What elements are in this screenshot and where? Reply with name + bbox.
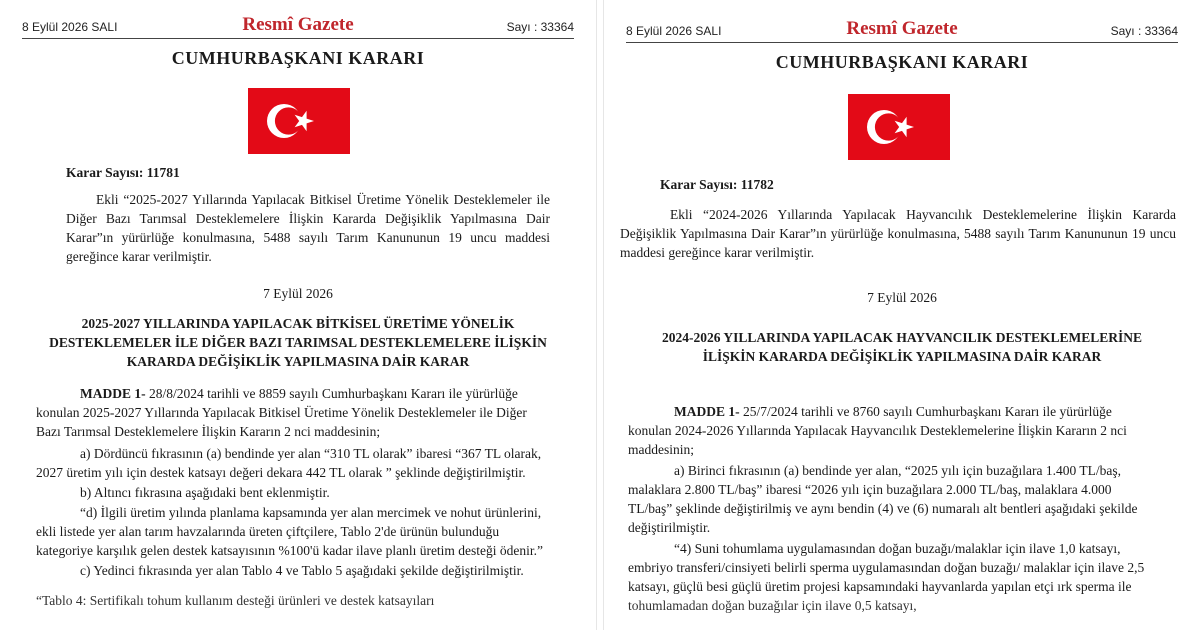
body-line: 2027 üretim yılı için destek katsayı değeri dekara 442 TL olarak ” şeklinde değiştirilmiştir.: [36, 465, 526, 480]
body-line: konulan 2024-2026 Yıllarında Yapılacak Hayvancılık Desteklemelerine İlişkin Kararın 2 nci: [628, 423, 1127, 438]
body-line: c) Yedinci fıkrasında yer alan Tablo 4 ve Tablo 5 aşağıdaki şekilde değiştirilmiştir.: [80, 563, 524, 578]
header-issue-number: Sayı : 33364: [1110, 24, 1178, 38]
decision-number: Karar Sayısı: 11782: [660, 177, 774, 192]
law-title-line: KARARDA DEĞİŞİKLİK YAPILMASINA DAİR KARAR: [126, 354, 470, 369]
body-line: tohumlamadan doğan buzağılar için ilave 0,5 katsayı,: [628, 598, 917, 613]
body-text: 28/8/2024 tarihli ve 8859 sayılı Cumhurbaşkanı Kararı ile yürürlüğe: [145, 386, 518, 401]
body-line: Bazı Tarımsal Desteklemelere İlişkin Kararın 2 nci maddesinin;: [36, 424, 381, 439]
body-line: a) Birinci fıkrasının (a) bendinde yer alan, “2025 yılı için buzağılara 1.400 TL/baş,: [674, 463, 1121, 478]
decree-title: CUMHURBAŞKANI KARARI: [171, 48, 425, 68]
page-divider: [596, 0, 604, 630]
body-line: katsayı, güçlü besi güçlü üretim projesi kapsamındaki hayvanlarda yapılan etçi ırk sperma ile: [628, 579, 1132, 594]
intro-paragraph: Ekli “2024-2026 Yıllarında Yapılacak Hayvancılık Desteklemelerine İlişkin Kararda Değişiklik Yapılmasına Dair Karar”ın yürürlüğe konulmasına, 5488 sayılı Tarım Kanununun 19 uncu maddesi gereğince karar verilmiştir.: [620, 207, 1176, 260]
turkish-flag-icon: [248, 88, 350, 154]
header-date: 8 Eylül 2026 SALI: [22, 20, 118, 34]
header-issue-number: Sayı : 33364: [506, 20, 574, 34]
body-line: konulan 2025-2027 Yıllarında Yapılacak Bitkisel Üretime Yönelik Desteklemeler ile Diğer: [36, 405, 527, 420]
body-line: TL/baş” şeklinde değiştirilmiş ve aynı bendin (4) ve (6) numaralı alt bentleri aşağıdaki şekilde: [628, 501, 1138, 516]
body-line: “Tablo 4: Sertifikalı tohum kullanım desteği ürünleri ve destek katsayıları: [36, 593, 435, 608]
law-title-line: 2024-2026 YILLARINDA YAPILACAK HAYVANCILIK DESTEKLEMELERİNE: [661, 330, 1143, 345]
gazette-page-right: [604, 0, 1200, 630]
gazette-masthead: Resmî Gazete: [846, 18, 958, 39]
decision-date: 7 Eylül 2026: [263, 286, 333, 301]
body-line: embriyo transferi/cinsiyeti belirli sperma uygulamasından doğan buzağı/ malaklar için ilave 2,5: [628, 560, 1145, 575]
law-title: [614, 328, 1190, 366]
gazette-page-left: [0, 0, 596, 630]
body-line: değiştirilmiştir.: [628, 520, 711, 535]
decision-number: Karar Sayısı: 11781: [66, 165, 180, 180]
decision-date: 7 Eylül 2026: [867, 290, 937, 305]
body-line: maddesinin;: [628, 442, 694, 457]
page-header: [22, 12, 574, 39]
intro-paragraph: Ekli “2025-2027 Yıllarında Yapılacak Bitkisel Üretime Yönelik Desteklemeler ile Diğer Bazı Tarımsal Desteklemelere İlişkin Kararda Değişiklik Yapılmasına Dair Karar”ın yürürlüğe konulmasına, 5488 sayılı Tarım Kanununun 19 uncu maddesi gereğince karar verilmiştir.: [66, 192, 550, 264]
decree-title: CUMHURBAŞKANI KARARI: [775, 52, 1029, 72]
law-title-line: İLİŞKİN KARARDA DEĞİŞİKLİK YAPILMASINA DAİR KARAR: [702, 349, 1102, 364]
page-header: [626, 16, 1178, 43]
turkish-flag-icon: [848, 94, 950, 160]
body-line: a) Dördüncü fıkrasının (a) bendinde yer alan “310 TL olarak” ibaresi “367 TL olarak,: [80, 446, 542, 461]
law-title-line: 2025-2027 YILLARINDA YAPILACAK BİTKİSEL ÜRETİME YÖNELİK: [81, 316, 515, 331]
body-line: malaklara 2.800 TL/baş” ibaresi “2026 yılı için buzağılara 2.000 TL/baş, malaklara 4.000: [628, 482, 1112, 497]
body-line: “4) Suni tohumlama uygulamasından doğan buzağı/malaklar için ilave 1,0 katsayı,: [674, 541, 1121, 556]
article-label: MADDE 1-: [674, 404, 740, 419]
body-line: kategoriye karşılık gelen destek katsayısının %100'ü kadar ilave planlı üretim desteği ödenir.”: [36, 543, 544, 558]
body-line: [674, 402, 1112, 421]
gazette-masthead: Resmî Gazete: [242, 14, 354, 35]
body-text: 25/7/2024 tarihli ve 8760 sayılı Cumhurbaşkanı Kararı ile yürürlüğe: [739, 404, 1112, 419]
body-line: [80, 384, 518, 403]
body-line: b) Altıncı fıkrasına aşağıdaki bent eklenmiştir.: [80, 485, 330, 500]
article-label: MADDE 1-: [80, 386, 146, 401]
header-date: 8 Eylül 2026 SALI: [626, 24, 722, 38]
law-title: [30, 314, 566, 371]
body-line: ekli listede yer alan tarım havzalarında üreten çiftçilere, Tablo 2'de ürünün bulunduğu: [36, 524, 500, 539]
body-line: “d) İlgili üretim yılında planlama kapsamında yer alan mercimek ve nohut ürünlerini,: [80, 505, 542, 520]
law-title-line: DESTEKLEMELER İLE DİĞER BAZI TARIMSAL DESTEKLEMELERE İLİŞKİN: [49, 335, 547, 350]
